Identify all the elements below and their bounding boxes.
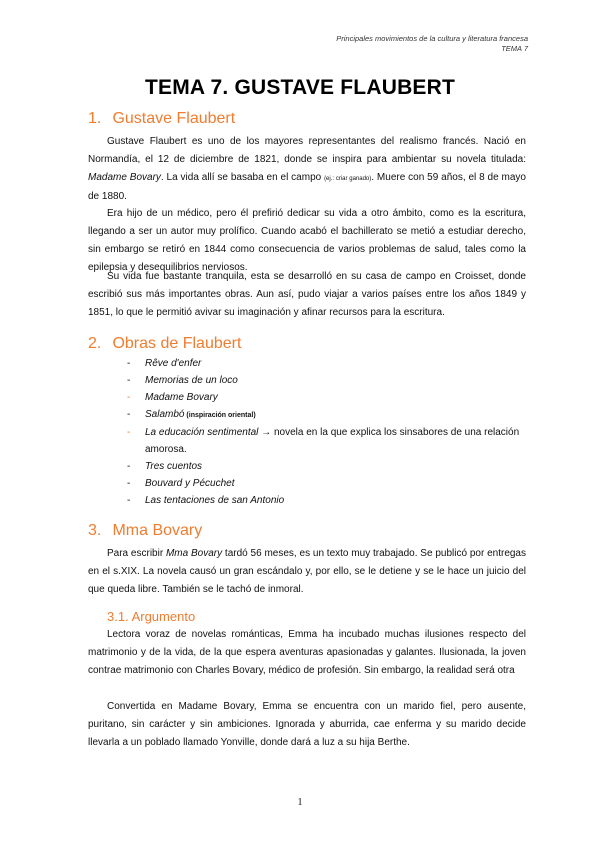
paragraph-biography-career: Era hijo de un médico, pero él prefirió dedicar su vida a otro ámbito, como es la escritura, llegando a ser un autor muy prolífico. Cuando acabó el bachillerato se metió a estudiar derecho, sin embargo se retiró en 1844 como consecuencia de varios problemas de salud, tales como la epilepsia y desequilibrios nerviosos. (88, 208, 526, 273)
work-title: Madame Bovary (145, 392, 218, 403)
work-title: Rêve d'enfer (145, 358, 202, 369)
list-item (127, 458, 527, 475)
work-title: Bouvard y Pécuchet (145, 478, 235, 489)
list-item (127, 389, 527, 406)
list-item (127, 492, 527, 509)
section-heading-gustave-flaubert (88, 110, 235, 128)
work-title: Las tentaciones de san Antonio (145, 495, 285, 506)
list-item (127, 372, 527, 389)
work-title: Tres cuentos (145, 461, 203, 472)
text-run: Para escribir (107, 548, 166, 559)
section-title: Gustave Flaubert (112, 110, 236, 127)
work-title: Salambó (145, 409, 185, 420)
list-item (127, 475, 527, 492)
list-dash: - (127, 495, 131, 506)
list-dash: - (127, 478, 131, 489)
text-run: . La vida allí se basaba en el campo (160, 172, 325, 183)
list-item (127, 424, 527, 458)
work-title: La educación sentimental (145, 427, 259, 438)
running-header (336, 34, 528, 54)
page-number: 1 (297, 797, 303, 808)
section-number: 3. (88, 522, 102, 539)
section-title: Mma Bovary (112, 522, 203, 539)
list-item (127, 406, 527, 424)
list-dash: - (127, 358, 131, 369)
paragraph-biography-intro (88, 133, 526, 206)
work-note: (inspiración oriental) (184, 412, 256, 419)
section-number: 2. (88, 335, 102, 352)
section-number: 1. (88, 110, 102, 127)
list-item (127, 355, 527, 372)
list-dash: - (127, 409, 131, 420)
section-heading-mma-bovary (88, 522, 202, 540)
subsection-heading-argumento: 3.1. Argumento (107, 609, 196, 624)
paragraph-bovary-publication (88, 545, 526, 599)
list-dash: - (127, 427, 131, 438)
paragraph-argument-1: Lectora voraz de novelas románticas, Emma ha incubado muchas ilusiones respecto del matrimonio y de la vida, de la que espera aventuras apasionadas y galantes. Ilusionada, la joven contrae matrimonio con Charles Bovary, médico de profesión. Sin embargo, la realidad será otra (88, 629, 526, 676)
list-dash: - (127, 375, 131, 386)
work-description: → novela en la que explica los sinsabores de una relación amorosa. (145, 427, 520, 455)
text-run: . Muere con 59 años, el 8 de mayo de 1880. (88, 172, 526, 202)
book-title: Mma Bovary (165, 548, 223, 559)
works-list (127, 355, 527, 509)
text-run: tardó 56 meses, es un texto muy trabajado. Se publicó por entregas en el s.XIX. La novela causó un gran escándalo y, por ello, se le detiene y se le hace un juicio del que queda libre. También se le tachó de inmoral. (88, 548, 526, 595)
book-title: Madame Bovary (88, 172, 161, 183)
inline-note: (ej.: criar ganado) (324, 176, 372, 182)
section-title: Obras de Flaubert (112, 335, 242, 352)
running-header-topic: TEMA 7 (501, 44, 528, 53)
paragraph-argument-2: Convertida en Madame Bovary, Emma se encuentra con un marido fiel, pero ausente, puritano, sin carácter y sin ambiciones. Ignorada y aburrida, cae enferma y su marido decide llevarla a un poblado llamado Yonville, donde dará a luz a su hija Berthe. (88, 701, 526, 748)
work-title: Memorias de un loco (145, 375, 238, 386)
paragraph-biography-life: Su vida fue bastante tranquila, esta se desarrolló en su casa de campo en Croisset, donde escribió sus más importantes obras. Aun así, pudo viajar a varios países entre los años 1849 y 1851, lo que le permitió avivar su imaginación y afinar recursos para la escritura. (88, 271, 526, 318)
list-dash: - (127, 461, 131, 472)
running-header-course: Principales movimientos de la cultura y literatura francesa (336, 34, 528, 43)
text-run: Gustave Flaubert es uno de los mayores representantes del realismo francés. Nació en Normandía, el 12 de diciembre de 1821, donde se inspira para ambientar su novela titulada: (88, 136, 526, 165)
section-heading-obras (88, 335, 241, 353)
list-dash: - (127, 392, 131, 403)
page-title: TEMA 7. GUSTAVE FLAUBERT (144, 76, 456, 99)
